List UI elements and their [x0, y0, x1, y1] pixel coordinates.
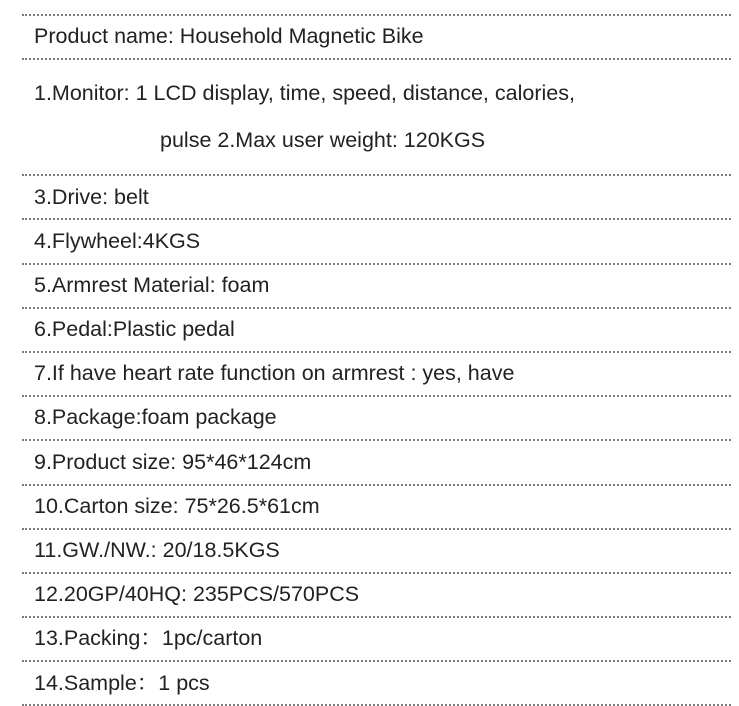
- spec-row-monitor-line-1: 1.Monitor: 1 LCD display, time, speed, distance, calories,: [34, 80, 575, 105]
- spec-row-package: 8.Package:foam package: [34, 405, 277, 430]
- spec-row-flywheel: 4.Flywheel:4KGS: [34, 228, 201, 253]
- spec-row-product-size: 9.Product size: 95*46*124cm: [34, 449, 312, 474]
- spec-row-drive: 3.Drive: belt: [34, 184, 149, 209]
- spec-row-pedal: 6.Pedal:Plastic pedal: [34, 317, 235, 342]
- product-spec-sheet: [22, 14, 731, 706]
- spec-row-monitor-line-2: pulse 2.Max user weight: 120KGS: [160, 127, 486, 152]
- spec-row-packing: 13.Packing：1pc/carton: [34, 626, 263, 651]
- spec-row-monitor: [22, 60, 731, 174]
- spec-row-armrest-material: 5.Armrest Material: foam: [34, 272, 270, 297]
- spec-row-carton-size: 10.Carton size: 75*26.5*61cm: [34, 493, 320, 518]
- spec-row-container-load: 12.20GP/40HQ: 235PCS/570PCS: [34, 582, 360, 607]
- spec-row-sample: 14.Sample：1 pcs: [34, 670, 210, 695]
- spec-row-heart-rate: 7.If have heart rate function on armrest : yes, have: [34, 361, 515, 386]
- spec-row-weight: 11.GW./NW.: 20/18.5KGS: [34, 538, 280, 563]
- spec-row-product-name: Product name: Household Magnetic Bike: [34, 24, 424, 49]
